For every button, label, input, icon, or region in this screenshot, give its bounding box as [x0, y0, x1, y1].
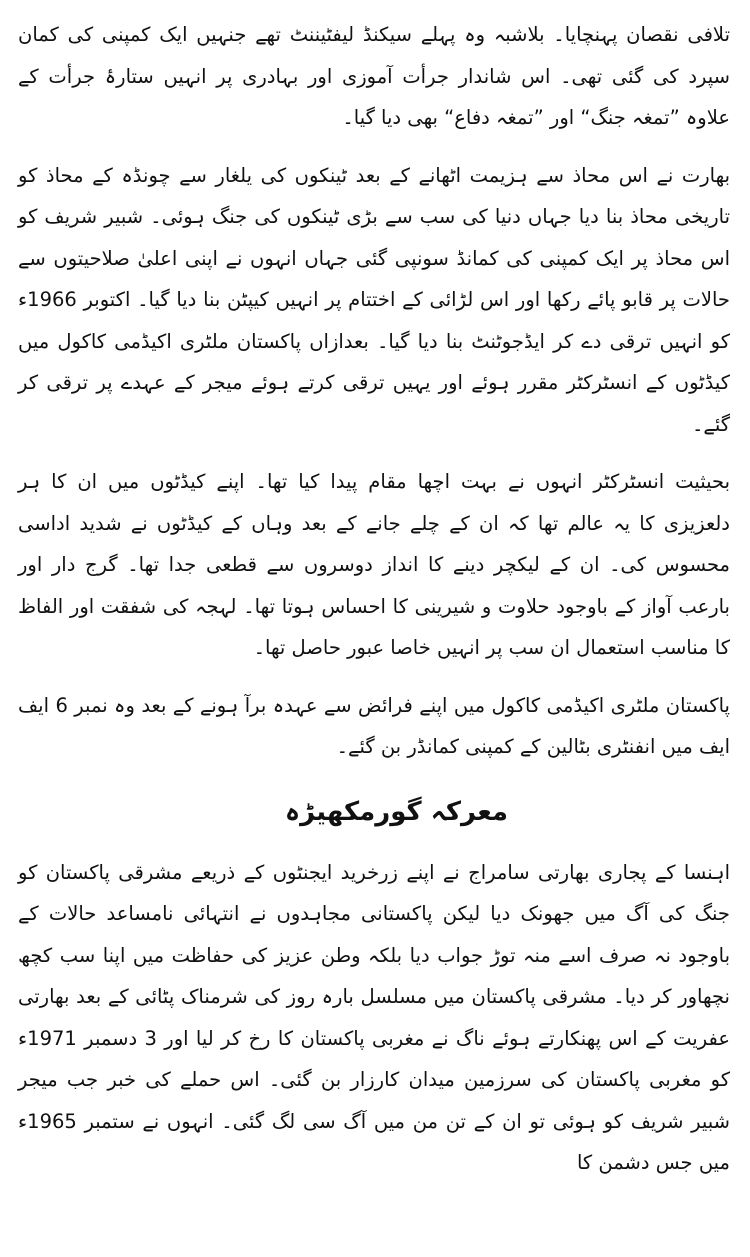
- paragraph-5: اہنسا کے پجاری بھارتی سامراج نے اپنے زرخرید ایجنٹوں کے ذریعے مشرقی پاکستان کو جنگ کی آگ میں جھونک دیا لیکن پاکستانی مجاہدوں نے انتہائی نامساعد حالات کے باوجود نہ صرف اسے منہ توڑ جواب دیا بلکہ وطن عزیز کی حفاظت میں اپنا سب کچھ نچھاور کر دیا۔ مشرقی پاکستان میں مسلسل بارہ روز کی شرمناک پٹائی کے بعد بھارتی عفریت کے اس پھنکارتے ہوئے ناگ نے مغربی پاکستان کا رخ کر لیا اور 3 دسمبر 1971ء کو مغربی پاکستان کی سرزمین میدان کارزار بن گئی۔ اس حملے کی خبر جب میجر شبیر شریف کو ہوئی تو ان کے تن من میں آگ سی لگ گئی۔ انہوں نے ستمبر 1965ء میں جس دشمن کا: [18, 860, 730, 1174]
- paragraph-1: تلافی نقصان پہنچایا۔ بلاشبہ وہ پہلے سیکنڈ لیفٹیننٹ تھے جنہیں ایک کمپنی کی کمان سپرد کی گئی تھی۔ اس شاندار جرأت آموزی اور بہادری پر انہیں ستارۂ جرأت کے علاوہ ”تمغہ جنگ“ اور ”تمغہ دفاع“ بھی دیا گیا۔: [18, 23, 730, 129]
- section-heading: معرکہ گورمکھیڑہ: [284, 796, 508, 827]
- paragraph-3: بحیثیت انسٹرکٹر انہوں نے بہت اچھا مقام پیدا کیا تھا۔ اپنے کیڈٹوں میں ان کا ہر دلعزیزی کا یہ عالم تھا کہ ان کے چلے جانے کے بعد وہاں کے کیڈٹوں نے شدید اداسی محسوس کی۔ ان کے لیکچر دینے کا انداز دوسروں سے قطعی جدا تھا۔ گرج دار اور بارعب آواز کے باوجود حلاوت و شیرینی کا احساس ہوتا تھا۔ لہجہ کی شفقت اور الفاظ کا مناسب استعمال ان سب پر انہیں خاصا عبور حاصل تھا۔: [18, 470, 730, 659]
- paragraph-4: پاکستان ملٹری اکیڈمی کاکول میں اپنے فرائض سے عہدہ برآ ہونے کے بعد وہ نمبر 6 ایف ایف میں انفنٹری بٹالین کے کمپنی کمانڈر بن گئے۔: [18, 693, 730, 758]
- paragraph-2: بھارت نے اس محاذ سے ہزیمت اٹھانے کے بعد ٹینکوں کی یلغار سے چونڈہ کے محاذ کو تاریخی محاذ بنا دیا جہاں دنیا کی سب سے بڑی ٹینکوں کی جنگ ہوئی۔ شبیر شریف کو اس محاذ پر ایک کمپنی کی کمانڈ سونپی گئی جہاں انہوں نے اپنی اعلیٰ صلاحیتوں سے حالات پر قابو پائے رکھا اور اس لڑائی کے اختتام پر انہیں کیپٹن بنا دیا گیا۔ اکتوبر 1966ء کو انہیں ترقی دے کر ایڈجوٹنٹ بنا دیا گیا۔ بعدازاں پاکستان ملٹری اکیڈمی کاکول میں کیڈٹوں کے انسٹرکٹر مقرر ہوئے اور یہیں ترقی کرتے ہوئے میجر کے عہدے پر ترقی کر گئے۔: [18, 163, 730, 436]
